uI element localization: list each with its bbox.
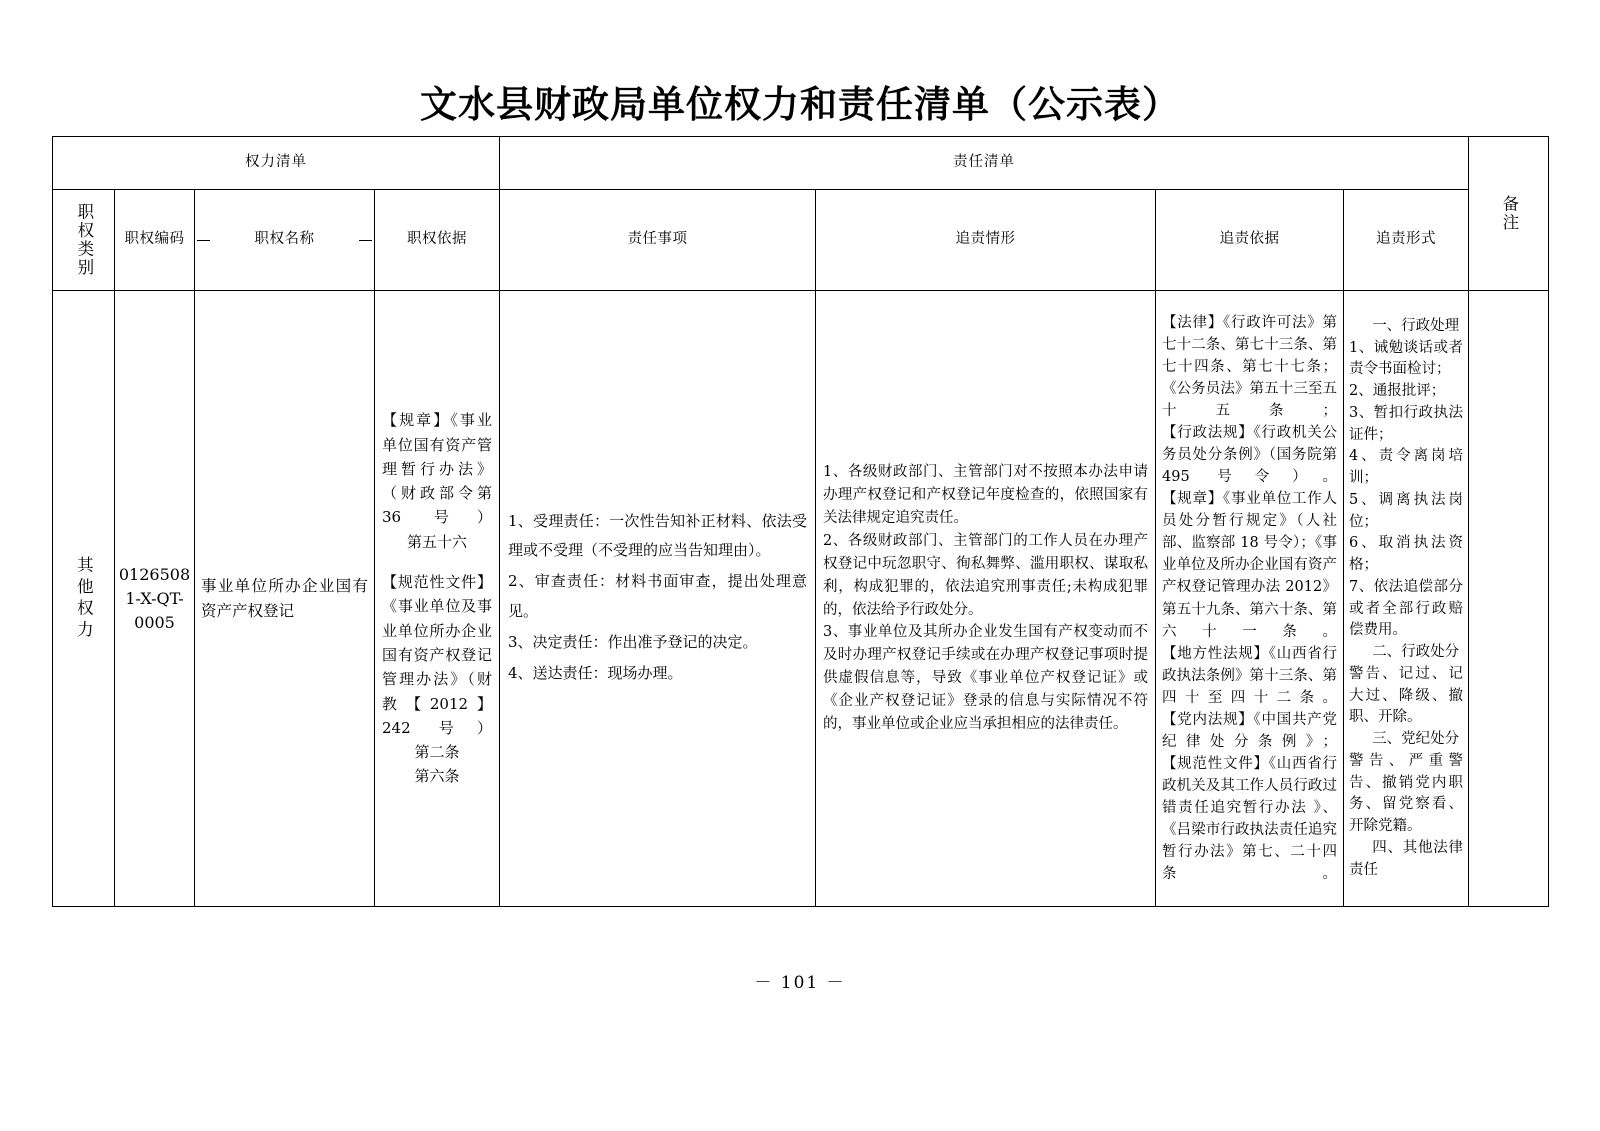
cell-remark (1469, 291, 1549, 907)
page-number: － 101 － (754, 973, 846, 993)
accountability-forms-list: 一、行政处理 1、诫勉谈话或者责令书面检讨； 2、通报批评； 3、暂扣行政执法证件； 4、责令离岗培训； 5、调离执法岗位； 6、取消执法资格； 7、依法追偿部分或者全部行政赔偿费用。 二、行政处分 警告、记过、记大过、降级、撤职、开除。 三、党纪处分 警告、严重警告、撤销党内职务、留党察看、开除党籍。 四、其他法律责任 (1349, 317, 1463, 878)
column-header-code: 职权编码 (115, 190, 195, 291)
remark-label: 备注 (1499, 195, 1519, 232)
page-title: 文水县财政局单位权力和责任清单（公示表） (420, 82, 1180, 126)
column-header-accountability-basis: 追责依据 (1156, 190, 1344, 291)
cell-category: 其他权力 (53, 291, 115, 907)
column-header-accountability-situation: 追责情形 (816, 190, 1156, 291)
accountability-situation-list: 1、各级财政部门、主管部门对不按照本办法申请办理产权登记和产权登记年度检查的，依照国家有关法律规定追究责任。 2、各级财政部门、主管部门的工作人员在办理产权登记中玩忽职守、徇私舞弊、滥用职权、谋取私利，构成犯罪的，依法追究刑事责任;未构成犯罪的，依法给予行政处分。 3、事业单位及其所办企业发生国有产权变动而不及时办理产权登记手续或在办理产权登记事项时提供虚假信息等，导致《事业单位产权登记证》或《企业产权登记证》登录的信息与实际情况不符的，事业单位或企业应当承担相应的法律责任。 (823, 464, 1148, 733)
column-header-category: 职权类别 (53, 190, 115, 291)
cell-accountability-basis (1156, 291, 1344, 907)
table-column-header-row (53, 190, 1549, 291)
duty-item-list: 1、受理责任：一次性告知补正材料、依法受理或不受理（不受理的应当告知理由）。 2、审查责任：材料书面审查，提出处理意见。 3、决定责任：作出准予登记的决定。 4、送达责任：现场办理。 (508, 511, 807, 682)
accountability-basis-list: 【法律】《行政许可法》第七十二条、第七十三条、第七十四条、第七十七条；《公务员法》第五十三至五十五条； 【行政法规】《行政机关公务员处分条例》（国务院第 495 号令）。 【规章】《事业单位工作人员处分暂行规定》（人社部、监察部 18 号令）；《事业单位及所办企业国有资产产权登记管理办法 2012》第五十九条、第六十条、第六十一条。 【地方性法规】《山西省行政执法条例》第十三条、第四十至四十二条。 【党内法规】《中国共产党纪律处分条例》； 【规范性文件】《山西省行政机关及其工作人员行政过错责任追究暂行办法 》、《吕梁市行政执法责任追究暂行办法》第七、二十四条。 (1162, 315, 1337, 882)
table-group-header-row (53, 137, 1549, 190)
cell-duty-items (500, 291, 816, 907)
group-header-power-list: 权力清单 (53, 137, 500, 190)
group-header-responsibility-list: 责任清单 (500, 137, 1469, 190)
cell-basis (375, 291, 500, 907)
cell-name: 事业单位所办企业国有资产产权登记 (195, 291, 375, 907)
table-row (53, 291, 1549, 907)
cell-accountability-forms (1344, 291, 1469, 907)
authority-basis: 【规章】《事业单位国有资产管理暂行办法》（财政部令第 36 号） 第五十六 【规范性文件】《事业单位及事业单位所办企业国有资产权登记管理办法》（财教【2012】242 号） 第二条 第六条 (382, 411, 492, 786)
cell-accountability-situation (816, 291, 1156, 907)
power-responsibility-table (52, 136, 1549, 907)
column-header-remark (1469, 137, 1549, 291)
authority-code: 0126508 1-X-QT- 0005 (118, 564, 191, 632)
column-header-duty-items: 责任事项 (500, 190, 816, 291)
column-header-basis: 职权依据 (375, 190, 500, 291)
column-header-name: 职权名称 (195, 190, 375, 291)
column-header-accountability-forms: 追责形式 (1344, 190, 1469, 291)
cell-code (115, 291, 195, 907)
